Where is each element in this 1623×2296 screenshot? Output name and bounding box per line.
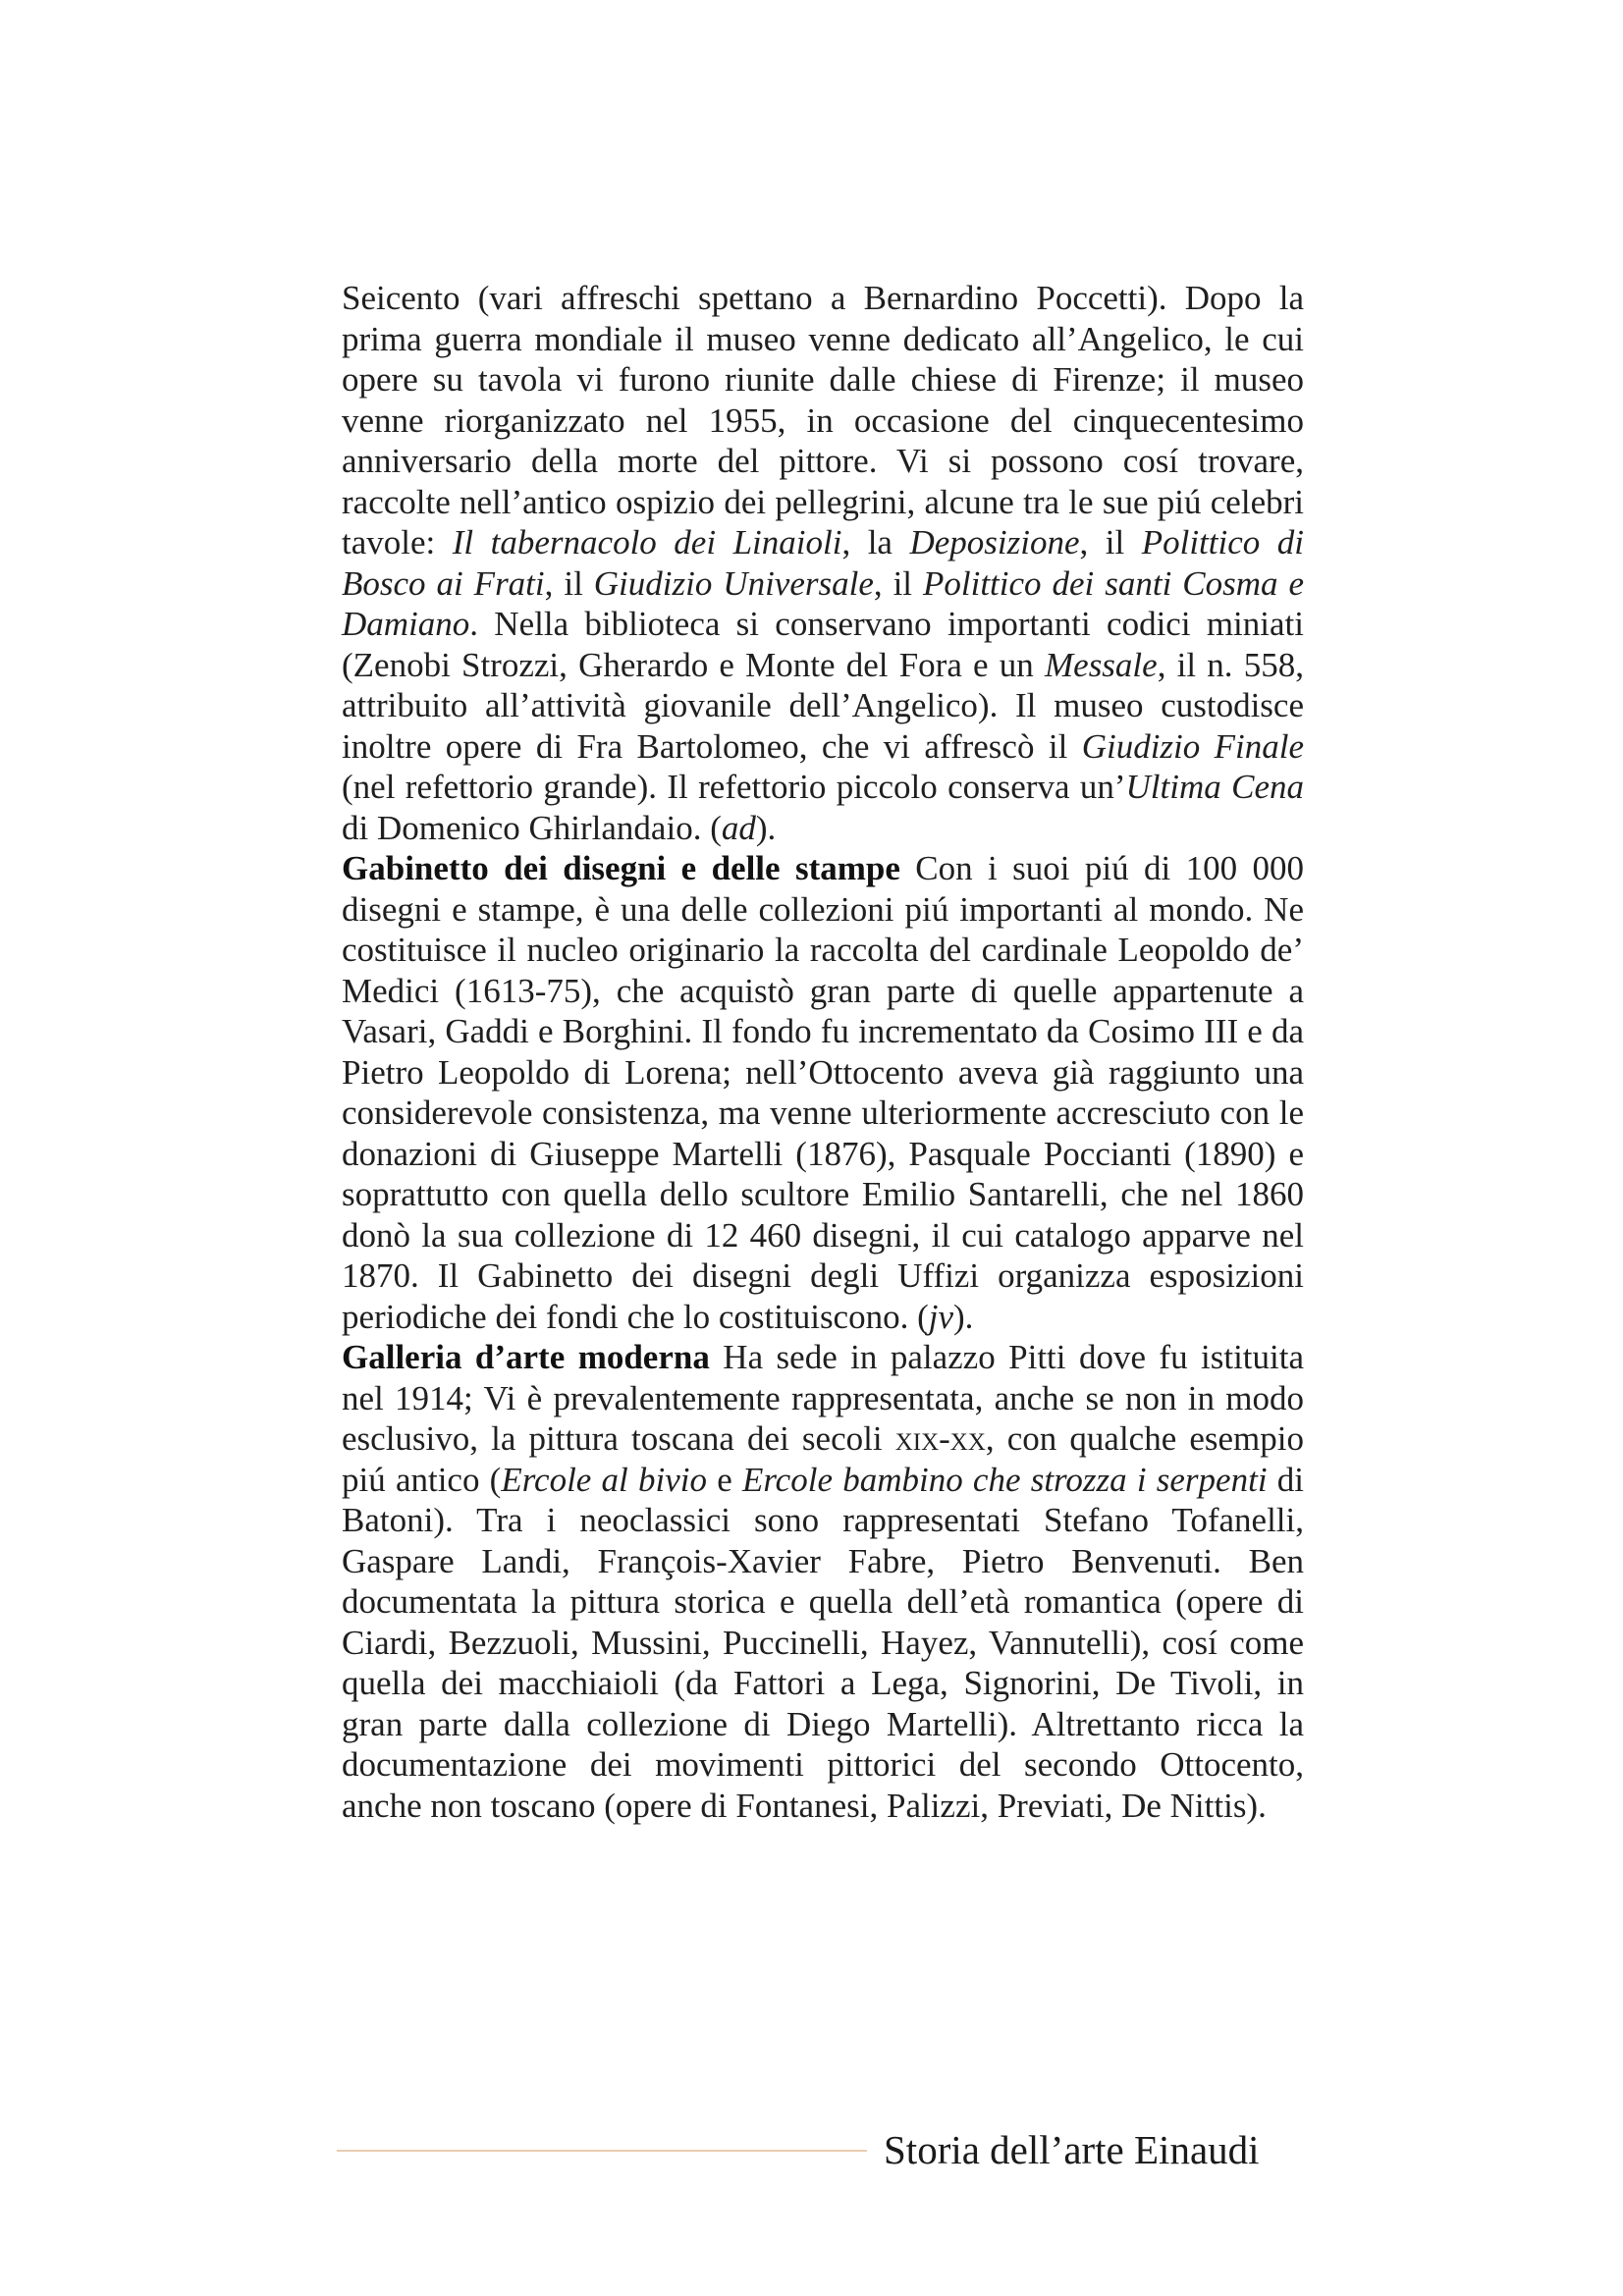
italic-title: ad [721, 808, 756, 847]
italic-title: Polittico dei santi Cosma e Damiano [342, 563, 1304, 643]
text-run: , il [544, 563, 594, 603]
italic-title: Giudizio Universale [593, 563, 874, 603]
text-run: ). [755, 808, 777, 847]
text-run: , con qualche esempio piú antico ( [342, 1419, 1304, 1499]
italic-title: Ultima Cena [1125, 768, 1304, 806]
italic-title: Ercole al bivio [501, 1460, 707, 1499]
text-run: (nel refettorio grande). Il refettorio piccolo conserva un’ [342, 768, 1126, 806]
paragraph-galleria-arte-moderna [342, 1337, 1304, 1826]
footer-title: Storia dell’arte Einaudi [884, 2127, 1260, 2172]
italic-title: jv [928, 1297, 954, 1336]
text-run: di Batoni). Tra i neoclassici sono rappresentati Stefano Tofanelli, Gaspare Landi, François-Xavier Fabre, Pietro Benvenuti. Ben documentata la pittura storica e quella dell’età romantica (opere di Ciardi, Bezzuoli, Mussini, Puccinelli, Hayez, Vannutelli), cosí come quella dei macchiaioli (da Fattori a Lega, Signorini, De Tivoli, in gran parte dalla collezione di Diego Martelli). Altrettanto ricca la documentazione dei movimenti pittorici del secondo Ottocento, anche non toscano (opere di Fontanesi, Palizzi, Previati, De Nittis). [342, 1460, 1304, 1825]
text-run: ). [953, 1297, 974, 1336]
entry-heading: Galleria d’arte moderna [342, 1338, 710, 1376]
text-run: di Domenico Ghirlandaio. ( [342, 808, 722, 847]
paragraph-gabinetto-disegni [342, 848, 1304, 1337]
italic-title: Ercole bambino che strozza i serpenti [741, 1460, 1268, 1499]
text-run: e [707, 1460, 742, 1499]
text-run: , la [841, 523, 910, 561]
text-run: . Nella biblioteca si conservano importanti codici miniati (Zenobi Strozzi, Gherardo e Monte del Fora e un [342, 605, 1304, 684]
text-run: , il [873, 563, 923, 603]
italic-title: Messale [1045, 645, 1158, 684]
text-run: Con i suoi piú di 100 000 disegni e stampe, è una delle collezioni piú importanti al mondo. Ne costituisce il nucleo originario la raccolta del cardinale Leopoldo de’ Medici (1613-75), che acquistò gran parte di quelle appartenute a Vasari, Gaddi e Borghini. Il fondo fu incrementato da Cosimo III e da Pietro Leopoldo di Lorena; nell’Ottocento aveva già raggiunto una considerevole consistenza, ma venne ulteriormente accresciuto con le donazioni di Giuseppe Martelli (1876), Pasquale Poccianti (1890) e soprattutto con quella dello scultore Emilio Santarelli, che nel 1860 donò la sua collezione di 12 460 disegni, il cui catalogo apparve nel 1870. Il Gabinetto dei disegni degli Uffizi organizza esposizioni periodiche dei fondi che lo costituiscono. ( [342, 849, 1304, 1336]
small-caps-text: xix-xx [894, 1419, 986, 1458]
text-run: Seicento (vari affreschi spettano a Bernardino Poccetti). Dopo la prima guerra mondiale il museo venne dedicato all’Angelico, le cui opere su tavola vi furono riunite dalle chiese di Firenze; il museo venne riorganizzato nel 1955, in occasione del cinquecentesimo anniversario della morte del pittore. Vi si possono cosí trovare, raccolte nell’antico ospizio dei pellegrini, alcune tra le sue piú celebri tavole: [342, 279, 1304, 561]
text-run: Ha sede in palazzo Pitti dove fu istituita nel 1914; Vi è prevalentemente rappresentata, anche se non in modo esclusivo, la pittura toscana dei secoli [342, 1338, 1305, 1458]
body-text [342, 278, 1304, 1826]
text-run: , il n. 558, attribuito all’attività giovanile dell’Angelico). Il museo custodisce inoltre opere di Fra Bartolomeo, che vi affrescò il [342, 645, 1304, 766]
italic-title: Giudizio Finale [1081, 726, 1304, 766]
footer-rule [337, 2150, 867, 2152]
italic-title: Il tabernacolo dei Linaioli [452, 523, 842, 561]
italic-title: Deposizione [909, 523, 1080, 561]
text-run: , il [1079, 523, 1142, 561]
entry-heading: Gabinetto dei disegni e delle stampe [342, 849, 900, 887]
italic-title: Polittico di Bosco ai Frati [342, 523, 1305, 603]
paragraph-san-marco-continued [342, 278, 1304, 848]
